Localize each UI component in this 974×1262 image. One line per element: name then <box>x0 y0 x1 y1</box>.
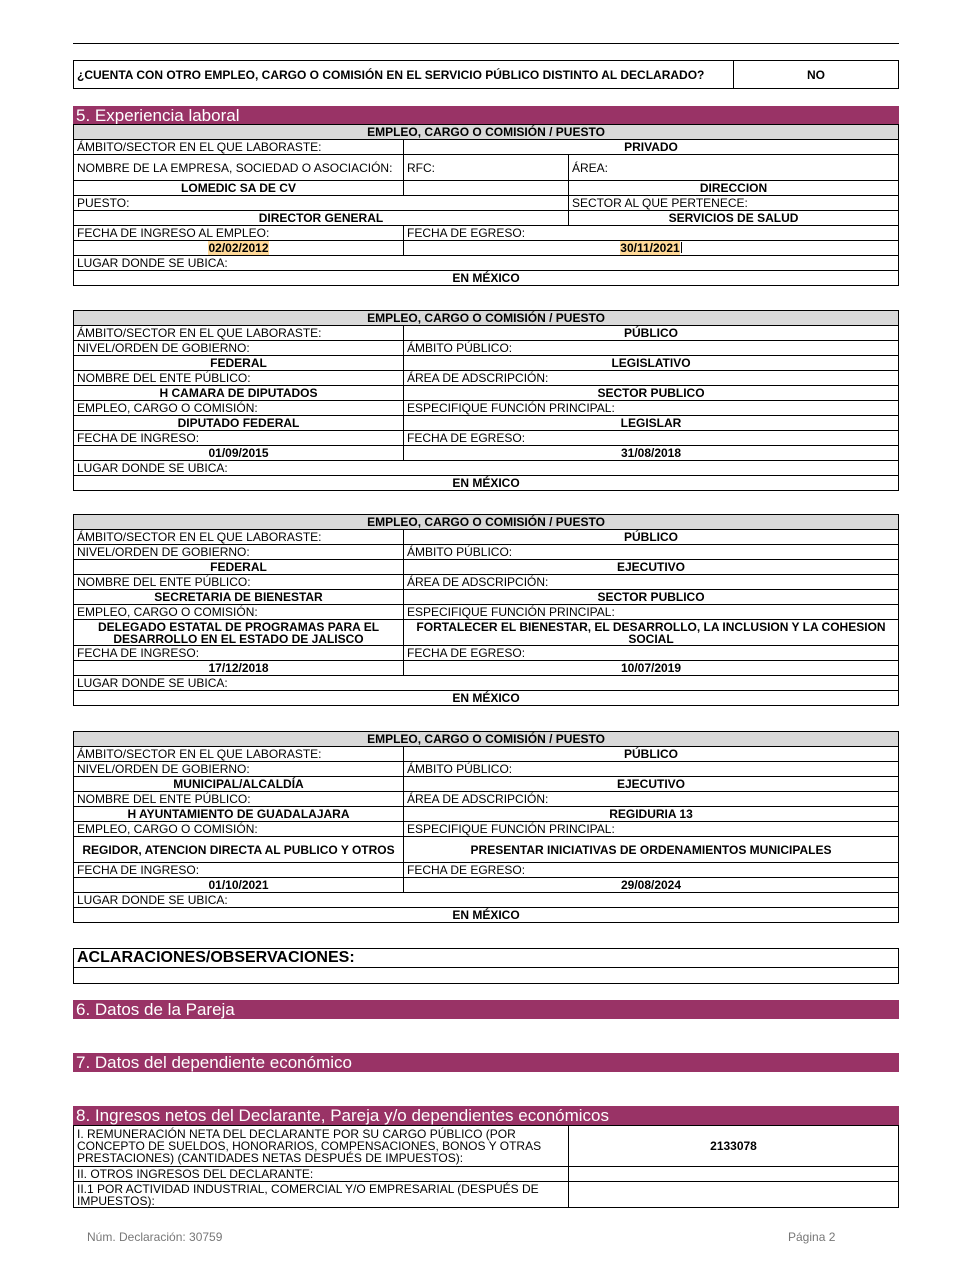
area-label: ÁREA DE ADSCRIPCIÓN: <box>404 371 899 386</box>
cargo-label: EMPLEO, CARGO O COMISIÓN: <box>74 605 404 620</box>
funcion-label: ESPECIFIQUE FUNCIÓN PRINCIPAL: <box>404 401 899 416</box>
area-value: SECTOR PUBLICO <box>404 590 899 605</box>
lugar-label: LUGAR DONDE SE UBICA: <box>74 461 899 476</box>
job-block-public <box>73 731 899 923</box>
ingreso-value: 02/02/2012 <box>208 241 269 255</box>
ambito-label: ÁMBITO/SECTOR EN EL QUE LABORASTE: <box>74 140 404 155</box>
funcion-value: PRESENTAR INICIATIVAS DE ORDENAMIENTOS MUNICIPALES <box>404 837 899 863</box>
rfc-value <box>404 181 569 196</box>
nivel-value: FEDERAL <box>74 560 404 575</box>
section-8-title: 8. Ingresos netos del Declarante, Pareja y/o dependientes económicos <box>73 1106 899 1125</box>
ambito-value: PÚBLICO <box>404 326 899 341</box>
ente-value: SECRETARIA DE BIENESTAR <box>74 590 404 605</box>
lugar-value: EN MÉXICO <box>74 271 899 286</box>
ambito-publico-value: EJECUTIVO <box>404 777 899 792</box>
ambito-publico-label: ÁMBITO PÚBLICO: <box>404 341 899 356</box>
funcion-value: FORTALECER EL BIENESTAR, EL DESARROLLO, LA INCLUSION Y LA COHESION SOCIAL <box>404 620 899 646</box>
job-header: EMPLEO, CARGO O COMISIÓN / PUESTO <box>74 125 899 140</box>
egreso-label: FECHA DE EGRESO: <box>404 226 899 241</box>
area-label: ÁREA: <box>569 155 899 181</box>
area-value: REGIDURIA 13 <box>404 807 899 822</box>
job-header: EMPLEO, CARGO O COMISIÓN / PUESTO <box>74 311 899 326</box>
empresa-value: LOMEDIC SA DE CV <box>74 181 404 196</box>
egreso-value: 29/08/2024 <box>404 878 899 893</box>
text-cursor <box>681 242 682 253</box>
area-value: SECTOR PUBLICO <box>404 386 899 401</box>
ingreso-label: FECHA DE INGRESO: <box>74 863 404 878</box>
income-row-value <box>569 1182 899 1208</box>
nivel-value: MUNICIPAL/ALCALDÍA <box>74 777 404 792</box>
ambito-publico-label: ÁMBITO PÚBLICO: <box>404 545 899 560</box>
section-5-title: 5. Experiencia laboral <box>73 106 899 125</box>
egreso-label: FECHA DE EGRESO: <box>404 646 899 661</box>
funcion-value: LEGISLAR <box>404 416 899 431</box>
ingreso-value: 01/10/2021 <box>74 878 404 893</box>
cargo-value: DELEGADO ESTATAL DE PROGRAMAS PARA EL DESARROLLO EN EL ESTADO DE JALISCO <box>74 620 404 646</box>
sector-label: SECTOR AL QUE PERTENECE: <box>569 196 899 211</box>
job-header: EMPLEO, CARGO O COMISIÓN / PUESTO <box>74 515 899 530</box>
nivel-label: NIVEL/ORDEN DE GOBIERNO: <box>74 341 404 356</box>
ingreso-label: FECHA DE INGRESO: <box>74 646 404 661</box>
empresa-label: NOMBRE DE LA EMPRESA, SOCIEDAD O ASOCIACIÓN: <box>74 155 404 181</box>
egreso-value: 30/11/2021 <box>620 241 680 255</box>
nivel-label: NIVEL/ORDEN DE GOBIERNO: <box>74 762 404 777</box>
declaration-number: Núm. Declaración: 30759 <box>87 1230 223 1244</box>
puesto-label: PUESTO: <box>74 196 569 211</box>
lugar-value: EN MÉXICO <box>74 476 899 491</box>
cargo-value: DIPUTADO FEDERAL <box>74 416 404 431</box>
page-number: Página 2 <box>788 1230 836 1244</box>
lugar-value: EN MÉXICO <box>74 691 899 706</box>
section-8 <box>73 1106 899 1208</box>
income-row-value <box>569 1167 899 1182</box>
ambito-publico-label: ÁMBITO PÚBLICO: <box>404 762 899 777</box>
section-6-title: 6. Datos de la Pareja <box>73 1000 899 1019</box>
observaciones-block <box>73 948 899 984</box>
job-block-private <box>73 124 899 286</box>
ente-value: H CAMARA DE DIPUTADOS <box>74 386 404 401</box>
ingreso-value: 17/12/2018 <box>74 661 404 676</box>
question-answer: NO <box>734 61 899 89</box>
ambito-label: ÁMBITO/SECTOR EN EL QUE LABORASTE: <box>74 530 404 545</box>
puesto-value: DIRECTOR GENERAL <box>74 211 569 226</box>
ente-label: NOMBRE DEL ENTE PÚBLICO: <box>74 371 404 386</box>
ambito-label: ÁMBITO/SECTOR EN EL QUE LABORASTE: <box>74 326 404 341</box>
header-rule <box>73 43 899 44</box>
funcion-label: ESPECIFIQUE FUNCIÓN PRINCIPAL: <box>404 605 899 620</box>
ambito-value: PÚBLICO <box>404 530 899 545</box>
area-value: DIRECCION <box>569 181 899 196</box>
cargo-value: REGIDOR, ATENCION DIRECTA AL PUBLICO Y OTROS <box>74 837 404 863</box>
cargo-label: EMPLEO, CARGO O COMISIÓN: <box>74 822 404 837</box>
lugar-label: LUGAR DONDE SE UBICA: <box>74 256 899 271</box>
ingreso-label: FECHA DE INGRESO: <box>74 431 404 446</box>
rfc-label: RFC: <box>404 155 569 181</box>
income-row-label: I. REMUNERACIÓN NETA DEL DECLARANTE POR SU CARGO PÚBLICO (POR CONCEPTO DE SUELDOS, HONORARIOS, COMPENSACIONES, BONOS Y OTRAS PRESTACIONES) (CANTIDADES NETAS DESPUÉS DE IMPUESTOS): <box>74 1126 569 1167</box>
nivel-value: FEDERAL <box>74 356 404 371</box>
job-header: EMPLEO, CARGO O COMISIÓN / PUESTO <box>74 732 899 747</box>
ambito-publico-value: EJECUTIVO <box>404 560 899 575</box>
egreso-label: FECHA DE EGRESO: <box>404 431 899 446</box>
income-row-label: II.1 POR ACTIVIDAD INDUSTRIAL, COMERCIAL Y/O EMPRESARIAL (DESPUÉS DE IMPUESTOS): <box>74 1182 569 1208</box>
observaciones-value <box>74 968 899 984</box>
lugar-value: EN MÉXICO <box>74 908 899 923</box>
lugar-label: LUGAR DONDE SE UBICA: <box>74 676 899 691</box>
egreso-value: 10/07/2019 <box>404 661 899 676</box>
ambito-publico-value: LEGISLATIVO <box>404 356 899 371</box>
area-label: ÁREA DE ADSCRIPCIÓN: <box>404 792 899 807</box>
other-employment-question <box>73 60 899 89</box>
job-block-public <box>73 514 899 706</box>
cargo-label: EMPLEO, CARGO O COMISIÓN: <box>74 401 404 416</box>
ente-value: H AYUNTAMIENTO DE GUADALAJARA <box>74 807 404 822</box>
observaciones-title: ACLARACIONES/OBSERVACIONES: <box>74 949 899 968</box>
ambito-value: PRIVADO <box>404 140 899 155</box>
egreso-label: FECHA DE EGRESO: <box>404 863 899 878</box>
question-text: ¿CUENTA CON OTRO EMPLEO, CARGO O COMISIÓN EN EL SERVICIO PÚBLICO DISTINTO AL DECLARADO? <box>74 61 734 89</box>
ambito-value: PÚBLICO <box>404 747 899 762</box>
funcion-label: ESPECIFIQUE FUNCIÓN PRINCIPAL: <box>404 822 899 837</box>
income-row-label: II. OTROS INGRESOS DEL DECLARANTE: <box>74 1167 569 1182</box>
sector-value: SERVICIOS DE SALUD <box>569 211 899 226</box>
ente-label: NOMBRE DEL ENTE PÚBLICO: <box>74 575 404 590</box>
nivel-label: NIVEL/ORDEN DE GOBIERNO: <box>74 545 404 560</box>
job-block-public <box>73 310 899 491</box>
egreso-value: 31/08/2018 <box>404 446 899 461</box>
ingreso-label: FECHA DE INGRESO AL EMPLEO: <box>74 226 404 241</box>
area-label: ÁREA DE ADSCRIPCIÓN: <box>404 575 899 590</box>
lugar-label: LUGAR DONDE SE UBICA: <box>74 893 899 908</box>
income-row-value: 2133078 <box>569 1126 899 1167</box>
section-7-title: 7. Datos del dependiente económico <box>73 1053 899 1072</box>
ambito-label: ÁMBITO/SECTOR EN EL QUE LABORASTE: <box>74 747 404 762</box>
ente-label: NOMBRE DEL ENTE PÚBLICO: <box>74 792 404 807</box>
ingreso-value: 01/09/2015 <box>74 446 404 461</box>
